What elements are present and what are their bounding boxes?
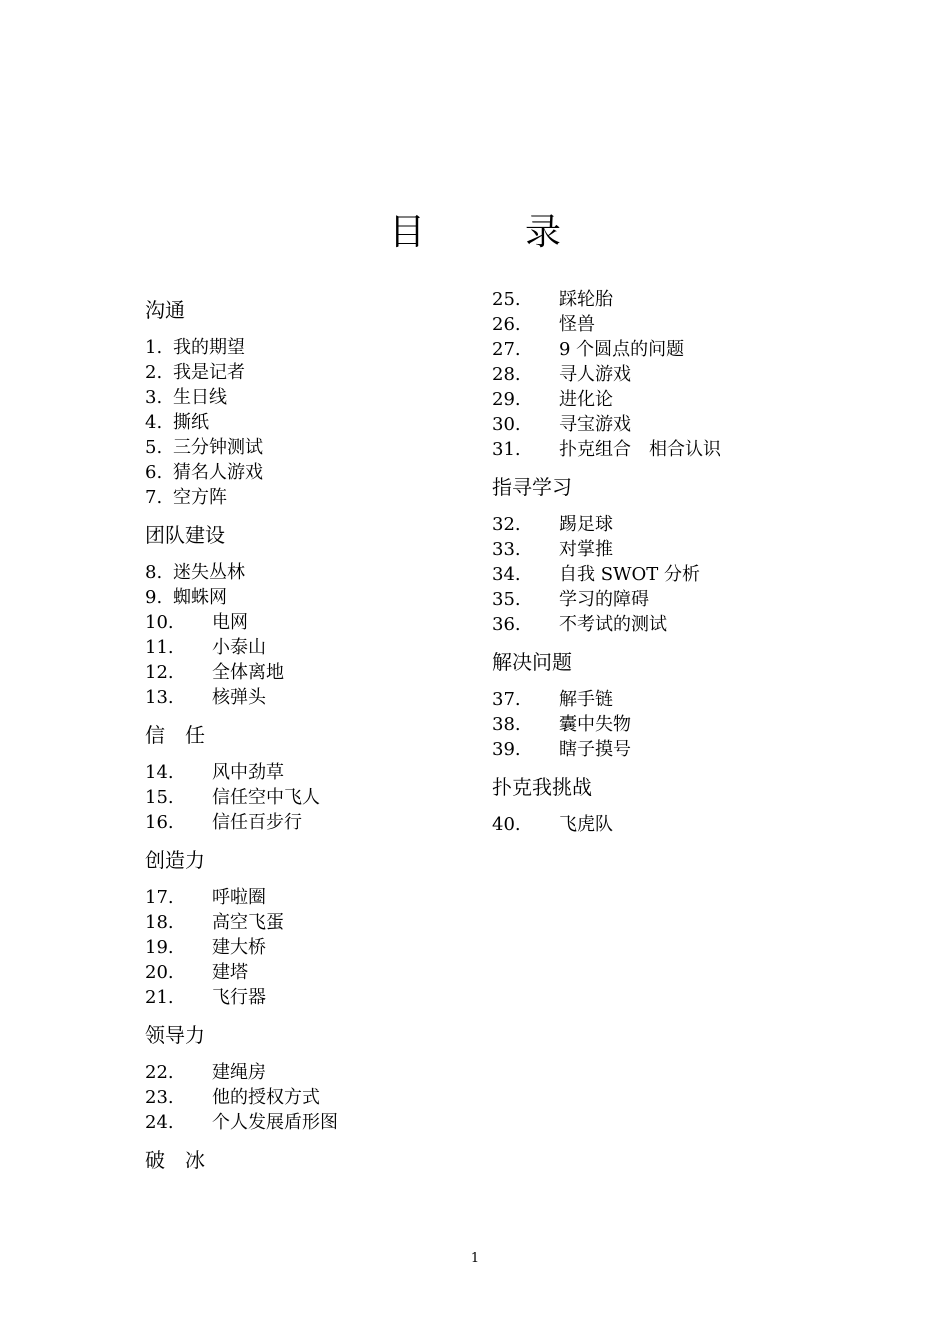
toc-entry-number: 20. bbox=[145, 962, 174, 983]
toc-entry[interactable] bbox=[492, 288, 613, 312]
toc-entry-title: 寻人游戏 bbox=[559, 364, 631, 385]
toc-entry-title: 飞行器 bbox=[212, 987, 266, 1008]
toc-entry-title: 寻宝游戏 bbox=[559, 414, 631, 435]
toc-entry-number: 21. bbox=[145, 987, 174, 1008]
toc-entry[interactable] bbox=[492, 388, 613, 412]
toc-entry[interactable] bbox=[145, 386, 227, 410]
toc-entry-title: 建大桥 bbox=[212, 937, 266, 958]
toc-entry[interactable] bbox=[145, 336, 245, 360]
toc-entry-title: 信任百步行 bbox=[212, 812, 302, 833]
toc-entry-title: 瞎子摸号 bbox=[559, 739, 631, 760]
toc-entry[interactable] bbox=[145, 1061, 266, 1085]
toc-entry-title: 全体离地 bbox=[212, 662, 284, 683]
toc-entry-number: 4. bbox=[145, 412, 163, 433]
toc-entry-title: 扑克组合 相合认识 bbox=[559, 439, 721, 460]
toc-entry-number: 37. bbox=[492, 689, 521, 710]
toc-entry-number: 19. bbox=[145, 937, 174, 958]
toc-entry-title: 对掌推 bbox=[559, 539, 613, 560]
toc-entry[interactable] bbox=[145, 611, 248, 635]
toc-entry-number: 8. bbox=[145, 562, 163, 583]
toc-entry-title: 9 个圆点的问题 bbox=[559, 339, 685, 360]
toc-entry-number: 23. bbox=[145, 1087, 174, 1108]
toc-entry-title: 呼啦圈 bbox=[212, 887, 266, 908]
toc-entry[interactable] bbox=[492, 813, 613, 837]
toc-entry-number: 15. bbox=[145, 787, 174, 808]
toc-entry[interactable] bbox=[492, 513, 613, 537]
toc-entry[interactable] bbox=[492, 588, 649, 612]
toc-entry-number: 26. bbox=[492, 314, 521, 335]
toc-entry[interactable] bbox=[145, 561, 245, 585]
toc-entry-title: 踢足球 bbox=[559, 514, 613, 535]
toc-entry-title: 生日线 bbox=[173, 387, 227, 408]
toc-entry-number: 32. bbox=[492, 514, 521, 535]
toc-entry-number: 30. bbox=[492, 414, 521, 435]
toc-entry-number: 3. bbox=[145, 387, 163, 408]
section-heading: 领导力 bbox=[145, 1023, 205, 1047]
toc-entry[interactable] bbox=[145, 936, 266, 960]
toc-entry-number: 18. bbox=[145, 912, 174, 933]
toc-entry-title: 我的期望 bbox=[173, 337, 245, 358]
toc-entry-number: 17. bbox=[145, 887, 174, 908]
toc-entry[interactable] bbox=[492, 363, 631, 387]
toc-entry-title: 猜名人游戏 bbox=[173, 462, 263, 483]
page-title: 目 录 bbox=[388, 212, 593, 253]
toc-entry[interactable] bbox=[492, 413, 631, 437]
section-heading: 解决问题 bbox=[492, 650, 572, 674]
toc-entry-number: 5. bbox=[145, 437, 163, 458]
toc-entry-title: 进化论 bbox=[559, 389, 613, 410]
toc-entry[interactable] bbox=[492, 438, 721, 462]
toc-entry[interactable] bbox=[492, 538, 613, 562]
section-heading: 团队建设 bbox=[145, 523, 225, 547]
toc-entry-title: 学习的障碍 bbox=[559, 589, 649, 610]
toc-entry[interactable] bbox=[145, 1111, 338, 1135]
toc-entry-number: 31. bbox=[492, 439, 521, 460]
toc-entry[interactable] bbox=[145, 486, 227, 510]
toc-entry-number: 1. bbox=[145, 337, 163, 358]
toc-entry-title: 建塔 bbox=[212, 962, 248, 983]
toc-entry-title: 怪兽 bbox=[559, 314, 595, 335]
toc-entry[interactable] bbox=[145, 761, 284, 785]
section-heading: 扑克我挑战 bbox=[492, 775, 592, 799]
toc-entry-number: 9. bbox=[145, 587, 163, 608]
toc-entry[interactable] bbox=[145, 361, 245, 385]
toc-entry-number: 10. bbox=[145, 612, 174, 633]
toc-entry-title: 空方阵 bbox=[173, 487, 227, 508]
toc-entry-number: 16. bbox=[145, 812, 174, 833]
toc-entry-number: 7. bbox=[145, 487, 163, 508]
toc-entry-number: 22. bbox=[145, 1062, 174, 1083]
toc-entry-title: 不考试的测试 bbox=[559, 614, 667, 635]
toc-entry-number: 34. bbox=[492, 564, 521, 585]
toc-entry-title: 囊中失物 bbox=[559, 714, 631, 735]
toc-entry[interactable] bbox=[492, 338, 684, 362]
toc-entry[interactable] bbox=[492, 688, 613, 712]
toc-entry[interactable] bbox=[145, 786, 320, 810]
toc-entry-number: 35. bbox=[492, 589, 521, 610]
toc-entry-number: 40. bbox=[492, 814, 521, 835]
toc-entry[interactable] bbox=[145, 1086, 320, 1110]
toc-entry-number: 14. bbox=[145, 762, 174, 783]
toc-entry[interactable] bbox=[492, 613, 667, 637]
toc-entry-number: 25. bbox=[492, 289, 521, 310]
toc-entry-title: 信任空中飞人 bbox=[212, 787, 320, 808]
toc-entry-title: 他的授权方式 bbox=[212, 1087, 320, 1108]
section-heading: 指寻学习 bbox=[492, 475, 572, 499]
toc-entry[interactable] bbox=[145, 686, 266, 710]
toc-entry[interactable] bbox=[492, 563, 700, 587]
toc-entry[interactable] bbox=[145, 436, 263, 460]
toc-entry-title: 迷失丛林 bbox=[173, 562, 245, 583]
toc-entry-title: 个人发展盾形图 bbox=[212, 1112, 338, 1133]
toc-entry-number: 36. bbox=[492, 614, 521, 635]
section-heading: 创造力 bbox=[145, 848, 205, 872]
toc-entry-number: 11. bbox=[145, 637, 174, 658]
toc-entry[interactable] bbox=[492, 313, 595, 337]
toc-entry-title: 建绳房 bbox=[212, 1062, 266, 1083]
toc-entry[interactable] bbox=[145, 586, 227, 610]
toc-entry-title: 飞虎队 bbox=[559, 814, 613, 835]
toc-entry[interactable] bbox=[145, 411, 209, 435]
toc-entry[interactable] bbox=[145, 636, 266, 660]
toc-entry[interactable] bbox=[145, 911, 284, 935]
toc-entry[interactable] bbox=[145, 461, 263, 485]
toc-entry[interactable] bbox=[492, 738, 631, 762]
toc-entry-number: 38. bbox=[492, 714, 521, 735]
toc-entry-number: 29. bbox=[492, 389, 521, 410]
toc-entry[interactable] bbox=[492, 713, 631, 737]
toc-entry-number: 33. bbox=[492, 539, 521, 560]
toc-entry-title: 我是记者 bbox=[173, 362, 245, 383]
toc-entry[interactable] bbox=[145, 886, 266, 910]
section-heading: 信 任 bbox=[145, 723, 205, 747]
toc-entry-number: 13. bbox=[145, 687, 174, 708]
toc-entry-title: 高空飞蛋 bbox=[212, 912, 284, 933]
toc-entry-title: 核弹头 bbox=[212, 687, 266, 708]
toc-entry-number: 28. bbox=[492, 364, 521, 385]
toc-entry-title: 撕纸 bbox=[173, 412, 209, 433]
toc-entry-title: 自我 SWOT 分析 bbox=[559, 564, 701, 585]
toc-entry-title: 小泰山 bbox=[212, 637, 266, 658]
toc-entry-number: 27. bbox=[492, 339, 521, 360]
toc-entry-title: 踩轮胎 bbox=[559, 289, 613, 310]
toc-entry[interactable] bbox=[145, 811, 302, 835]
toc-entry[interactable] bbox=[145, 986, 266, 1010]
section-heading: 破 冰 bbox=[145, 1148, 205, 1172]
toc-entry-title: 蜘蛛网 bbox=[173, 587, 227, 608]
toc-entry-number: 6. bbox=[145, 462, 163, 483]
toc-entry-title: 电网 bbox=[212, 612, 248, 633]
toc-entry[interactable] bbox=[145, 961, 248, 985]
toc-entry-number: 24. bbox=[145, 1112, 174, 1133]
toc-entry-title: 解手链 bbox=[559, 689, 613, 710]
toc-entry-number: 2. bbox=[145, 362, 163, 383]
toc-entry-title: 三分钟测试 bbox=[173, 437, 263, 458]
toc-entry-title: 风中劲草 bbox=[212, 762, 284, 783]
toc-entry-number: 39. bbox=[492, 739, 521, 760]
toc-entry[interactable] bbox=[145, 661, 284, 685]
toc-entry-number: 12. bbox=[145, 662, 174, 683]
section-heading: 沟通 bbox=[145, 298, 185, 322]
page-number: 1 bbox=[470, 1251, 480, 1266]
